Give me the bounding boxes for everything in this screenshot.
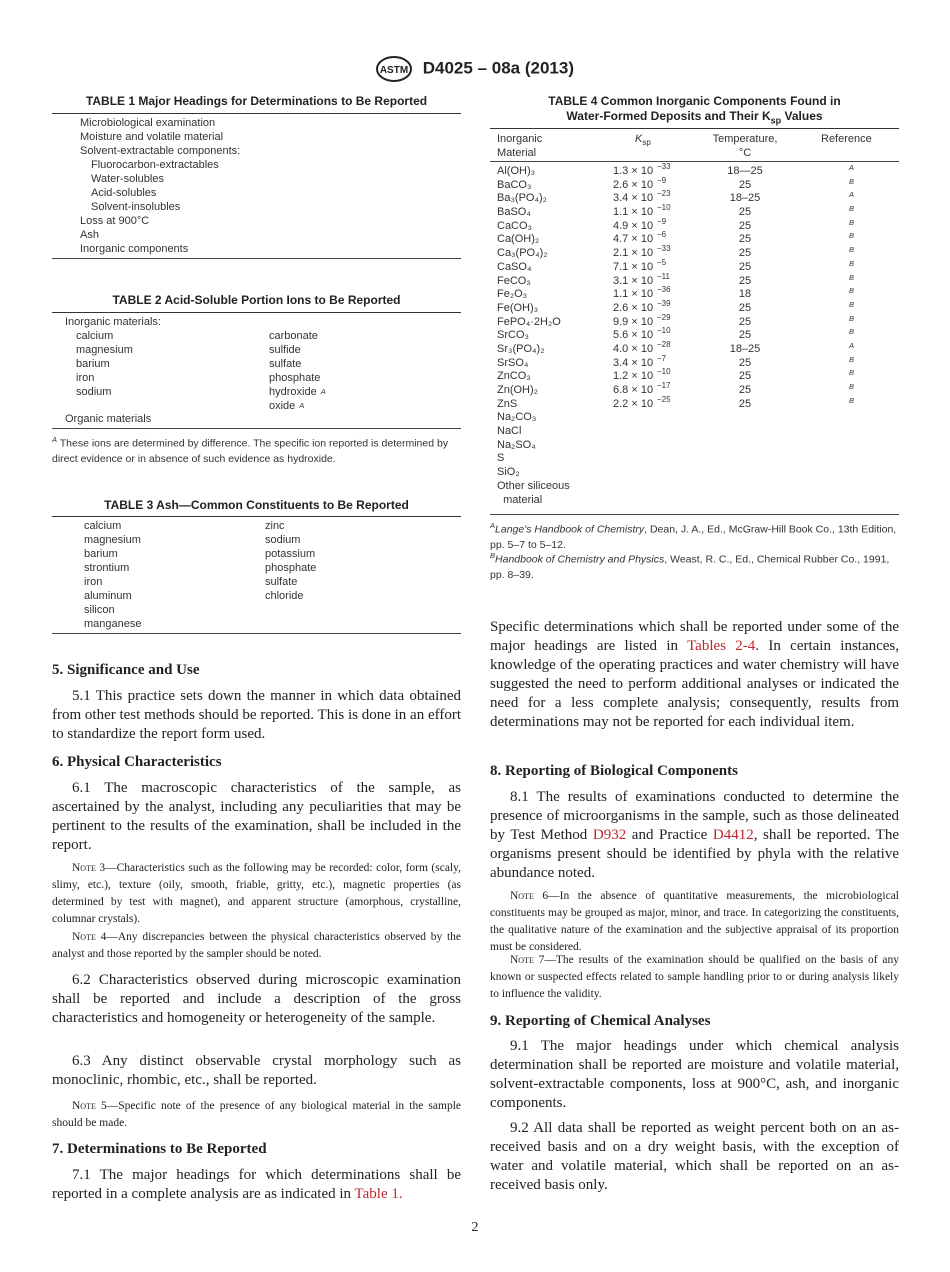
table4-header: Inorganic Material $K_{sp}$ Temperature, °C Reference [497, 133, 872, 159]
table-row: Fe₂O₃ 1.1 × 10 −36 18 B [497, 285, 855, 301]
table-row: manganese [84, 618, 142, 630]
table-row: Loss at 900°C [80, 215, 150, 227]
table-row: calcium [84, 520, 122, 532]
note-4: Note 4—Any discrepancies between the physical characteristics observed by the analyst and those reported by the sampler should be noted. [52, 931, 461, 960]
table-row: sodium [265, 534, 301, 546]
table-row: zinc [265, 520, 285, 532]
table-row: Ca₃(PO₄)₂ 2.1 × 10 −33 25 B [497, 244, 855, 260]
section-8-heading: 8. Reporting of Biological Components [490, 763, 738, 779]
note-5: Note 5—Specific note of the presence of any biological material in the sample should be made. [52, 1100, 461, 1129]
paragraph-5-1: 5.1 This practice sets down the manner in which data obtained from other test methods should be reported. This is done in an effort to standardize the report form used. [52, 688, 461, 742]
table2-right-col [269, 329, 326, 413]
section-7-heading: 7. Determinations to Be Reported [52, 1141, 267, 1157]
table-row: Ca(OH)₂ 4.7 × 10 −6 25 B [497, 230, 855, 246]
table-row: hydroxide A [269, 386, 326, 398]
table2-group-organic: Organic materials [65, 413, 152, 425]
table-row: CaCO₃ 4.9 × 10 −9 25 B [497, 216, 855, 232]
note-7: Note 7—The results of the examination should be qualified on the basis of any known or suspected effects related to sample handling prior to or during analysis likely to influence the validity. [490, 954, 899, 1000]
table-row: SiO₂ [497, 466, 520, 479]
table3-right-col [265, 519, 316, 603]
paragraph-9-1: 9.1 The major headings under which chemical analysis determination shall be reported are moisture and volatile material, solvent-extractable components, loss at 900°C, ash, and inorganic components. [490, 1038, 899, 1111]
divider [52, 258, 461, 259]
table-row: silicon [84, 604, 115, 616]
table-row: oxide A [269, 400, 305, 412]
table-row: S [497, 452, 505, 465]
divider [52, 428, 461, 429]
table-row: ZnCO₃ 1.2 × 10 −10 25 B [497, 367, 855, 383]
table-row: aluminum [84, 590, 132, 602]
table-row: Zn(OH)₂ 6.8 × 10 −17 25 B [497, 381, 855, 396]
table4-body [497, 164, 897, 506]
divider [490, 161, 899, 162]
link-d4412[interactable]: D4412 [712, 827, 754, 843]
table-row: Microbiological examination [80, 117, 216, 129]
table-row: Na₂CO₃ [497, 411, 537, 424]
table-row: BaCO₃ 2.6 × 10 −9 25 B [497, 175, 855, 191]
table-row: phosphate [269, 372, 321, 384]
table1 [80, 116, 460, 256]
table-row: Na₂SO₄ [497, 438, 536, 451]
paragraph-specific-determinations: Specific determinations which shall be reported under some of the major headings are listed in Tables 2-4. In certain instances, knowledge of the operating practices and water chemistry will have suggested the need to perform additional analyses or indicated the need for a less complete analysis; consequently, results from determinations may not be reported for each individual item. [490, 619, 900, 730]
table-row: CaSO₄ 7.1 × 10 −5 25 B [497, 257, 855, 273]
table-row: Sr₃(PO₄)₂ 4.0 × 10 −28 18–25 A [497, 339, 855, 355]
table-row: Inorganic components [80, 243, 189, 255]
table-row: ZnS 2.2 × 10 −25 25 B [497, 394, 855, 410]
page-header [0, 56, 950, 82]
table3-left-col [84, 519, 142, 631]
table1-title: TABLE 1 Major Headings for Determinations to Be Reported [85, 94, 428, 108]
table-row: material [497, 493, 543, 506]
table-row: iron [76, 372, 95, 384]
table-row: Moisture and volatile material [80, 131, 224, 143]
link-tables-2-4[interactable]: Tables 2-4 [687, 638, 756, 654]
table-row: Acid-solubles [91, 187, 157, 199]
table-row: FePO₄·2H₂O 9.9 × 10 −29 25 B [497, 312, 855, 328]
table-row: chloride [265, 590, 304, 602]
table-row: SrCO₃ 5.6 × 10 −10 25 B [497, 326, 855, 342]
table-row: iron [84, 576, 103, 588]
paragraph-9-2: 9.2 All data shall be reported as weight percent both on an as-received basis and on a dry weight basis, with the exception of water and volatile material, which shall be reported on an as-received basis only. [490, 1120, 899, 1193]
divider [490, 514, 899, 515]
link-d932[interactable]: D932 [592, 827, 627, 843]
table-row: strontium [84, 562, 130, 574]
designation: D4025 – 08a (2013) [422, 58, 574, 78]
table3-title: TABLE 3 Ash—Common Constituents to Be Reported [104, 498, 409, 512]
divider [52, 633, 461, 634]
table-row: barium [84, 548, 118, 560]
section-5-heading: 5. Significance and Use [52, 662, 200, 678]
table-row: magnesium [76, 344, 133, 356]
table-row: magnesium [84, 534, 141, 546]
paragraph-6-3: 6.3 Any distinct observable crystal morphology such as monoclinic, rhombic, etc., shall be reported. [52, 1053, 461, 1088]
table-row: potassium [265, 548, 316, 560]
section-9-heading: 9. Reporting of Chemical Analyses [490, 1013, 711, 1029]
divider [52, 516, 461, 517]
table-row: Al(OH)₃ 1.3 × 10 −33 18—25 A [497, 162, 855, 177]
table-row: calcium [76, 330, 114, 342]
table4-footnote-b: $^B$Handbook of Chemistry and Physics, Weast, R. C., Ed., Chemical Rubber Co., 1991, pp. 8–39. [490, 551, 890, 581]
table-row: FeCO₃ 3.1 × 10 −11 25 B [497, 271, 855, 287]
link-table-1[interactable]: Table 1. [354, 1186, 403, 1202]
table-row: sulfate [269, 358, 302, 370]
table-row: Water-solubles [91, 173, 164, 185]
table-row: BaSO₄ 1.1 × 10 −10 25 B [497, 203, 855, 219]
table-row: carbonate [269, 330, 318, 342]
table-row: phosphate [265, 562, 317, 574]
table-row: Fe(OH)₃ 2.6 × 10 −39 25 B [497, 298, 855, 314]
table-row: Solvent-insolubles [91, 201, 181, 213]
table-row: Ash [80, 229, 99, 241]
note-6: Note 6—In the absence of quantitative measurements, the microbiological constituents may be grouped as major, minor, and trace. In categorizing the constituents, the qualitative nature of the examination and the subjective appraisal of its proportion must be considered. [490, 890, 899, 953]
divider [52, 312, 461, 313]
table2-title: TABLE 2 Acid-Soluble Portion Ions to Be Reported [112, 293, 401, 307]
table-row: Other siliceous [497, 479, 570, 492]
divider [490, 128, 899, 129]
table-row: SrSO₄ 3.4 × 10 −7 25 B [497, 353, 855, 369]
table2-left-col [76, 329, 133, 399]
page-number: 2 [471, 1220, 479, 1235]
table-row: sodium [76, 386, 112, 398]
table4-footnote-a: $^A$Lange's Handbook of Chemistry, Dean, J. A., Ed., McGraw-Hill Book Co., 13th Edition, pp. 5–7 to 5–12. [490, 521, 897, 551]
paragraph-6-2: 6.2 Characteristics observed during microscopic examination shall be reported and include a description of the gross characteristics and homogeneity or heterogeneity of the sample. [52, 972, 461, 1026]
table4-title: TABLE 4 Common Inorganic Components Found in Water-Formed Deposits and Their $K_{sp}$ Values [548, 94, 841, 126]
table-row: sulfide [269, 344, 301, 356]
note-3: Note 3—Characteristics such as the following may be recorded: color, form (scaly, slimy, etc.), texture (oily, smooth, friable, gritty, etc.), magnetic properties (as determined by test with magnet), and apparent structure (amorphous, crystalline, columnar crystals). [52, 862, 461, 925]
table-row: Solvent-extractable components: [80, 145, 241, 157]
astm-logo-icon [376, 56, 412, 82]
table-row: NaCl [497, 425, 522, 438]
table-row: barium [76, 358, 110, 370]
divider [52, 113, 461, 114]
table2-group-inorganic: Inorganic materials: [65, 316, 161, 328]
svg-text:ASTM: ASTM [379, 65, 409, 76]
table-row: Ba₃(PO₄)₂ 3.4 × 10 −23 18–25 A [497, 189, 855, 205]
paragraph-6-1: 6.1 The macroscopic characteristics of the sample, as ascertained by the analyst, including any peculiarities that may be pertinent to the results of the examination, shall be included in the report. [52, 780, 461, 853]
section-6-heading: 6. Physical Characteristics [52, 754, 222, 770]
table-row: sulfate [265, 576, 298, 588]
table-row: Fluorocarbon-extractables [91, 159, 219, 171]
table2-footnote: $^A$ These ions are determined by difference. The specific ion reported is determined by direct evidence or in absence of such evidence as hydroxide. [52, 435, 449, 465]
paragraph-7-1: 7.1 The major headings for which determinations shall be reported in a complete analysis are as indicated in Table 1. [52, 1167, 461, 1202]
paragraph-8-1: 8.1 The results of examinations conducted to determine the presence of microorganisms in the sample, such as those delineated by Test Method D932 and Practice D4412, shall be reported. The organisms present should be identified by phyla with the relative abundance noted. [490, 789, 900, 881]
